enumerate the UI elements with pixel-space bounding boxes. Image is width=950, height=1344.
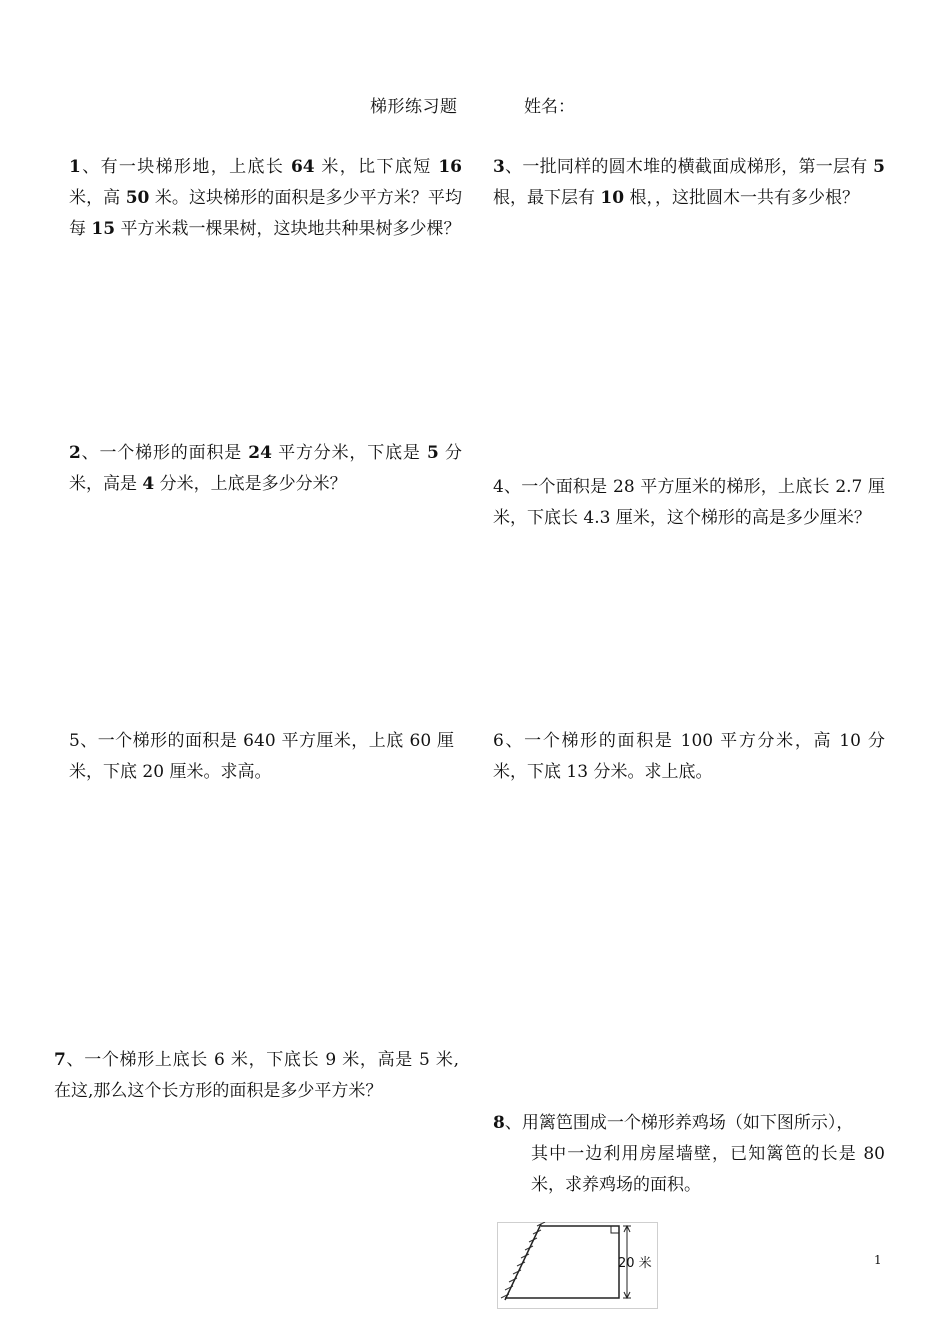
question-4: 4、一个面积是 28 平方厘米的梯形，上底长 2.7 厘米，下底长 4.3 厘米，这个梯形的高是多少厘米？	[493, 477, 885, 528]
question-5: 5、一个梯形的面积是 640 平方厘米，上底 60 厘米，下底 20 厘米。求高。	[69, 731, 454, 782]
question-7: 7、一个梯形上底长 6 米，下底长 9 米，高是 5 米,在这,那么这个长方形的面积是多少平方米？	[54, 1050, 459, 1101]
page-number: 1	[874, 1253, 882, 1267]
question-1: 1、有一块梯形地，上底长 64 米，比下底短 16 米，高 50 米。这块梯形的面积是多少平方米？平均每 15 平方米栽一棵果树，这块地共种果树多少棵？	[69, 157, 463, 239]
question-2: 2、一个梯形的面积是 24 平方分米，下底是 5 分米，高是 4 分米，上底是多少分米？	[69, 443, 463, 494]
name-label: 姓名：	[524, 97, 575, 117]
trapezoid-yard-figure	[497, 1222, 659, 1310]
question-3: 3、一批同样的圆木堆的横截面成梯形，第一层有 5 根，最下层有 10 根，，这批圆木一共有多少根？	[493, 157, 885, 208]
question-number: 2	[69, 443, 81, 463]
question-6: 6、一个梯形的面积是 100 平方分米，高 10 分米，下底 13 分米。求上底。	[493, 731, 885, 782]
question-number: 7	[54, 1050, 66, 1070]
question-8: 8、用篱笆围成一个梯形养鸡场（如下图所示）， 其中一边利用房屋墙壁，已知篱笆的长是 80 米，求养鸡场的面积。	[493, 1113, 885, 1195]
worksheet-title: 梯形练习题	[370, 97, 458, 117]
wall-hatching	[501, 1222, 545, 1298]
house-wall	[505, 1224, 541, 1300]
question-number: 8	[493, 1113, 505, 1133]
height-label: 20 米	[618, 1256, 652, 1271]
trapezoid-outline	[505, 1226, 619, 1298]
right-angle-mark	[611, 1226, 619, 1233]
question-number: 3	[493, 157, 505, 177]
question-number: 1	[69, 157, 81, 177]
